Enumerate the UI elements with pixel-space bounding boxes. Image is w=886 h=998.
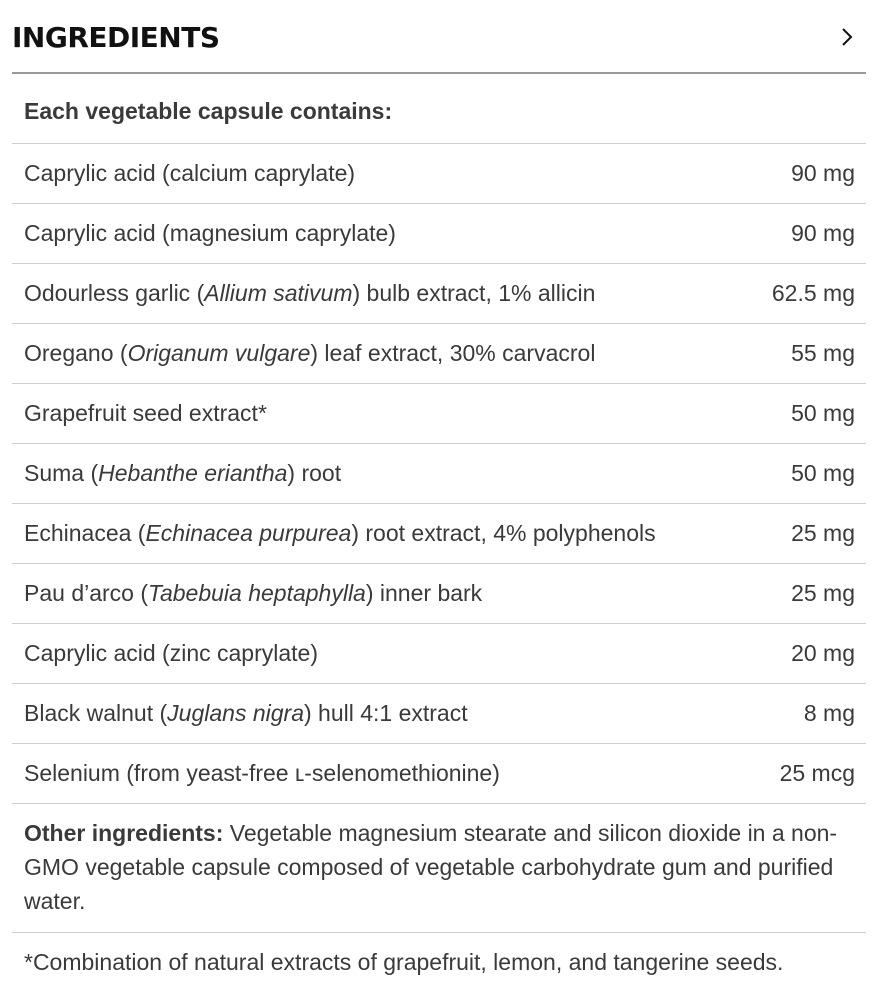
ingredient-name-part: ) bulb extract, 1% allicin — [352, 280, 596, 306]
ingredient-name-part: Echinacea ( — [24, 520, 146, 546]
ingredient-latin-name: Echinacea purpurea — [145, 520, 352, 546]
ingredient-latin-name: Allium sativum — [204, 280, 353, 306]
ingredient-name-part: ) leaf extract, 30% carvacrol — [310, 340, 596, 366]
ingredient-row — [12, 324, 866, 384]
ingredient-row — [12, 624, 866, 684]
ingredient-name-part: Selenium (from yeast-free ʟ-selenomethionine) — [24, 760, 500, 786]
ingredient-amount: 25 mg — [791, 520, 855, 546]
ingredients-title: INGREDIENTS — [12, 20, 220, 54]
ingredient-row — [12, 204, 866, 264]
ingredient-name — [24, 340, 595, 367]
ingredient-name-part: ) inner bark — [365, 580, 483, 606]
ingredient-name-part: Suma ( — [24, 460, 99, 486]
ingredient-name — [24, 640, 318, 667]
ingredient-latin-name: Hebanthe eriantha — [98, 460, 288, 486]
ingredient-row — [12, 564, 866, 624]
ingredient-name — [24, 520, 656, 547]
ingredient-name-part: Grapefruit seed extract* — [24, 400, 267, 426]
ingredient-amount: 90 mg — [791, 160, 855, 186]
ingredient-name-part: Oregano ( — [24, 340, 128, 366]
ingredient-row — [12, 264, 866, 324]
ingredient-latin-name: Origanum vulgare — [127, 340, 311, 366]
ingredient-name — [24, 280, 595, 307]
ingredient-amount: 90 mg — [791, 220, 855, 246]
ingredient-row — [12, 744, 866, 804]
ingredient-row — [12, 384, 866, 444]
ingredient-amount: 25 mcg — [779, 760, 855, 786]
ingredient-row — [12, 684, 866, 744]
ingredients-panel — [12, 0, 866, 979]
ingredient-name — [24, 400, 267, 427]
ingredient-amount: 55 mg — [791, 340, 855, 366]
ingredient-name — [24, 700, 468, 727]
ingredient-name-part: Pau d’arco ( — [24, 580, 149, 606]
ingredient-name-part: ) root — [287, 460, 342, 486]
ingredient-name-part: Black walnut ( — [24, 700, 168, 726]
ingredient-name-part: Caprylic acid (calcium caprylate) — [24, 160, 356, 186]
ingredient-row — [12, 444, 866, 504]
ingredient-name — [24, 760, 500, 787]
footnote: *Combination of natural extracts of grapefruit, lemon, and tangerine seeds. — [24, 949, 784, 975]
ingredient-name — [24, 580, 482, 607]
ingredient-amount: 8 mg — [803, 700, 855, 726]
ingredient-name-part: ) root extract, 4% polyphenols — [351, 520, 656, 546]
chevron-right-icon[interactable] — [832, 22, 862, 52]
other-ingredients-label: Other ingredients: — [24, 820, 224, 846]
ingredient-row — [12, 144, 866, 204]
ingredient-name-part: Odourless garlic ( — [24, 280, 205, 306]
other-ingredients — [12, 804, 866, 933]
ingredient-name — [24, 460, 341, 487]
ingredient-latin-name: Juglans nigra — [167, 700, 304, 726]
ingredient-amount: 50 mg — [791, 460, 855, 486]
ingredient-name — [24, 160, 355, 187]
ingredient-name-part: ) hull 4:1 extract — [303, 700, 468, 726]
ingredient-amount: 62.5 mg — [771, 280, 855, 306]
ingredient-name — [24, 220, 396, 247]
ingredient-amount: 50 mg — [791, 400, 855, 426]
ingredient-name-part: Caprylic acid (zinc caprylate) — [24, 640, 318, 666]
capsule-contents-heading: Each vegetable capsule contains: — [24, 98, 393, 124]
ingredient-list — [12, 144, 866, 804]
ingredient-amount: 20 mg — [791, 640, 855, 666]
ingredient-name-part: Caprylic acid (magnesium caprylate) — [24, 220, 396, 246]
ingredient-latin-name: Tabebuia heptaphylla — [148, 580, 366, 606]
capsule-contents-heading-row — [12, 74, 866, 144]
ingredients-header[interactable] — [12, 0, 866, 74]
ingredient-row — [12, 504, 866, 564]
ingredient-amount: 25 mg — [791, 580, 855, 606]
other-ingredients-text: Vegetable magnesium stearate and silicon dioxide in a non-GMO vegetable capsule composed of vegetable carbohydrate gum and purified water. — [24, 820, 838, 914]
